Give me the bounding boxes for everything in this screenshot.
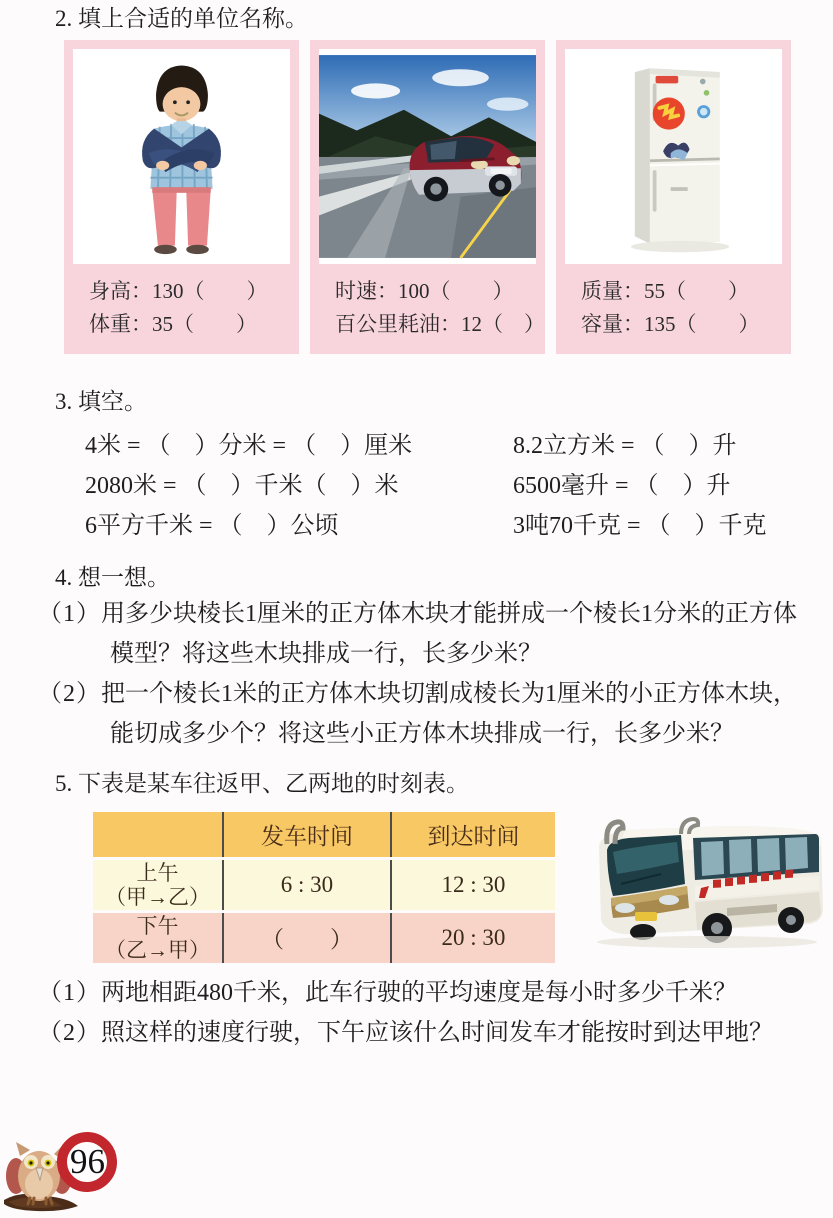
item-text: 两地相距480千米，此车行驶的平均速度是每小时多少千米？ <box>101 979 737 1006</box>
question-5 <box>0 768 833 1053</box>
arrive-time-cell: 20 : 30 <box>391 911 555 963</box>
question-5-item-1 <box>38 973 805 1013</box>
question-3 <box>0 386 833 546</box>
depart-time-cell: 6 : 30 <box>223 858 391 911</box>
boy-illustration <box>73 49 290 264</box>
row-label-line2: （乙→甲） <box>105 937 210 962</box>
boy-photo <box>73 49 290 264</box>
row-label-line1: 下午 <box>136 913 179 938</box>
card-suv-labels <box>319 264 545 354</box>
card-boy <box>64 40 299 354</box>
suv-illustration <box>319 49 536 264</box>
depart-time-cell: （ ） <box>223 911 391 963</box>
fill-blank-grid <box>85 426 833 546</box>
timetable <box>93 812 555 963</box>
page-number: 96 <box>69 1142 105 1181</box>
weight-label: 体重：35（ ） <box>89 312 257 336</box>
timetable-corner-cell <box>93 812 223 858</box>
question-3-title: 3. 填空。 <box>55 389 147 414</box>
timetable-row-afternoon <box>93 911 555 963</box>
blank-item: 6平方千米 = （ ）公顷 <box>85 513 339 539</box>
row-label-cell <box>93 858 223 911</box>
mass-label: 质量：55（ ） <box>581 279 749 303</box>
page-footer <box>0 1132 300 1214</box>
blank-item: 2080米 = （ ）千米（ ）米 <box>85 473 399 499</box>
bus-illustration <box>577 812 829 954</box>
unit-cards-row <box>64 40 793 354</box>
card-fridge-labels <box>565 264 782 354</box>
item-number: （1） <box>38 979 101 1006</box>
timetable-section <box>93 812 833 963</box>
height-label: 身高：130（ ） <box>89 279 268 303</box>
blank-item: 6500毫升 = （ ）升 <box>513 473 731 499</box>
arrive-time-header: 到达时间 <box>391 812 555 858</box>
fridge-photo <box>565 49 782 264</box>
timetable-header-row <box>93 812 555 858</box>
question-4-item-1 <box>38 594 805 674</box>
item-text: 用多少块棱长1厘米的正方体木块才能拼成一个棱长1分米的正方体模型？将这些木块排成一行，长多少米？ <box>101 601 797 667</box>
capacity-label: 容量：135（ ） <box>581 312 760 336</box>
question-2-title: 2. 填上合适的单位名称。 <box>55 6 308 31</box>
question-5-item-2 <box>38 1013 805 1053</box>
card-fridge <box>556 40 791 354</box>
fridge-illustration <box>565 49 782 264</box>
fill-blank-left-column <box>85 426 513 546</box>
blank-item: 8.2立方米 = （ ）升 <box>513 433 737 459</box>
speed-label: 时速：100（ ） <box>335 279 514 303</box>
blank-item: 3吨70千克 = （ ）千克 <box>513 513 767 539</box>
card-suv <box>310 40 545 354</box>
item-text: 把一个棱长1米的正方体木块切割成棱长为1厘米的小正方体木块，能切成多少个？将这些小正方体木块排成一行，长多少米？ <box>101 681 797 747</box>
question-4 <box>0 562 833 754</box>
suv-photo <box>319 49 536 264</box>
timetable-row-morning <box>93 858 555 911</box>
row-label-cell <box>93 911 223 963</box>
question-5-items <box>0 973 833 1053</box>
row-label-line1: 上午 <box>136 860 179 885</box>
item-number: （2） <box>38 1019 101 1046</box>
question-4-item-2 <box>38 674 805 754</box>
item-text: 照这样的速度行驶，下午应该什么时间发车才能按时到达甲地？ <box>101 1019 773 1046</box>
depart-time-header: 发车时间 <box>223 812 391 858</box>
row-label-line2: （甲→乙） <box>105 884 210 909</box>
bus-photo <box>577 812 829 954</box>
blank-item: 4米 = （ ）分米 = （ ）厘米 <box>85 433 413 459</box>
card-boy-labels <box>73 264 290 354</box>
fill-blank-right-column <box>513 426 833 546</box>
question-4-title: 4. 想一想。 <box>55 565 170 590</box>
item-number: （2） <box>38 681 101 707</box>
question-5-title: 5. 下表是某车往返甲、乙两地的时刻表。 <box>55 771 469 796</box>
arrive-time-cell: 12 : 30 <box>391 858 555 911</box>
item-number: （1） <box>38 601 101 627</box>
fuel-label: 百公里耗油：12（ ） <box>335 312 545 336</box>
